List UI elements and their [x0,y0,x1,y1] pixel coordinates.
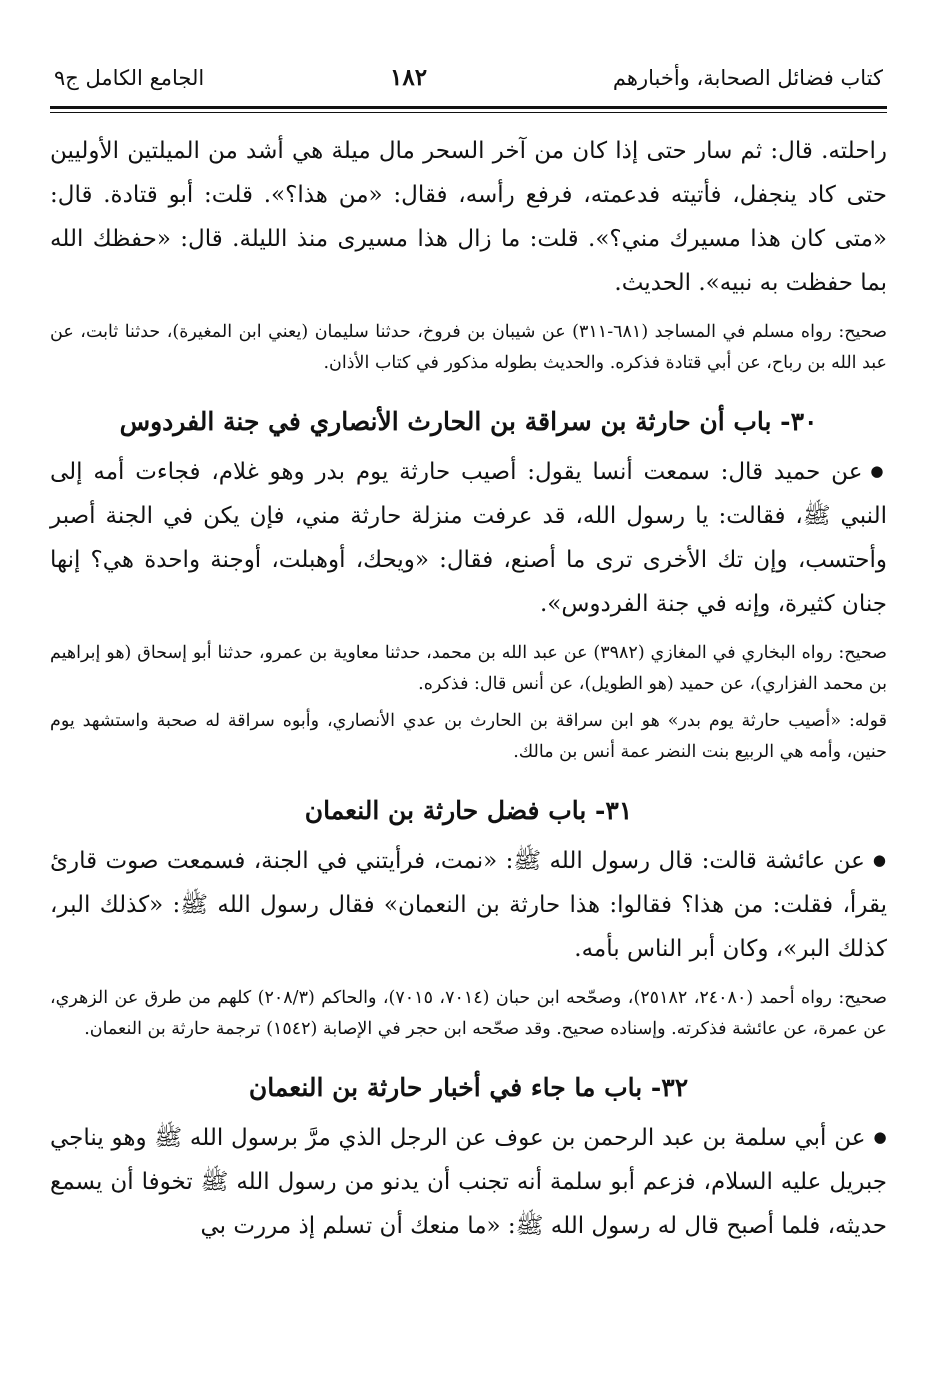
header-rule [50,106,887,109]
hadith-text: راحلته. قال: ثم سار حتى إذا كان من آخر السحر مال ميلة هي أشد من الميلتين الأوليين حتى كاد ينجفل، فأتيته فدعمته، فرفع رأسه، فقال: «من هذا؟». قلت: أبو قتادة. قال: «متى كان هذا مسيرك مني؟». قلت: ما زال هذا مسيرى منذ الليلة. قال: «حفظك الله بما حفظت به نبيه». الحديث. [50,138,887,296]
book-page [50,60,887,1248]
hadith-commentary: صحيح: رواه مسلم في المساجد (٦٨١-٣١١) عن شيبان بن فروخ، حدثنا سليمان (يعني ابن المغيرة)، حدثنا ثابت، عن عبد الله بن رباح، عن أبي قتادة فذكره. والحديث بطوله مذكور في كتاب الأذان. [50,322,887,373]
hadith-text: ● عن عائشة قالت: قال رسول الله ﷺ: «نمت، فرأيتني في الجنة، فسمعت صوت قارئ يقرأ، فقلت: من هذا؟ فقالوا: هذا حارثة بن النعمان» فقال رسول الله ﷺ: «كذلك البر، كذلك البر»، وكان أبر الناس بأمه. [50,838,887,971]
page-number: ١٨٢ [390,64,428,91]
hadith-commentary: قوله: «أصيب حارثة يوم بدر» هو ابن سراقة بن الحارث بن عدي الأنصاري، وأبوه سراقة له صحبة واستشهد يوم حنين، وأمه هي الربيع بنت النضر عمة أنس بن مالك. [50,711,887,762]
page-body [50,129,887,1248]
hadith-text: ● عن حميد قال: سمعت أنسا يقول: أصيب حارثة يوم بدر وهو غلام، فجاءت أمه إلى النبي ﷺ، فقالت: يا رسول الله، قد عرفت منزلة حارثة مني، فإن يكن في الجنة أصبر وأحتسب، وإن تك الأخرى ترى ما أصنع، فقال: «ويحك، أوهبلت، أوجنة واحدة هي؟ إنها جنان كثيرة، وإنه في جنة الفردوس». [50,449,887,626]
chapter-heading: ٣٢- باب ما جاء في أخبار حارثة بن النعمان [248,1073,689,1102]
hadith-commentary: صحيح: رواه البخاري في المغازي (٣٩٨٢) عن عبد الله بن محمد، حدثنا معاوية بن عمرو، حدثنا أبو إسحاق (هو إبراهيم بن محمد الفزاري)، عن حميد (هو الطويل)، عن أنس قال: فذكره. [50,643,888,694]
chapter-heading: ٣١- باب فضل حارثة بن النعمان [304,796,633,825]
running-header [50,60,887,96]
book-title: الجامع الكامل ج٩ [54,66,205,90]
hadith-commentary: صحيح: رواه أحمد (٢٤٠٨٠، ٢٥١٨٢)، وصحّحه ابن حبان (٧٠١٤، ٧٠١٥)، والحاكم (٢٠٨/٣) كلهم من طرق عن الزهري، عن عمرة، عن عائشة فذكرته. وإسناده صحيح. وقد صحّحه ابن حجر في الإصابة (١٥٤٢) ترجمة حارثة بن النعمان. [50,988,887,1039]
hadith-text: ● عن أبي سلمة بن عبد الرحمن بن عوف عن الرجل الذي مرَّ برسول الله ﷺ وهو يناجي جبريل عليه السلام، فزعم أبو سلمة أنه تجنب أن يدنو من رسول الله ﷺ تخوفا أن يسمع حديثه، فلما أصبح قال له رسول الله ﷺ: «ما منعك أن تسلم إذ مررت بي [50,1115,887,1248]
chapter-heading: ٣٠- باب أن حارثة بن سراقة بن الحارث الأنصاري في جنة الفردوس [119,407,818,436]
header-rule-thin [50,112,887,113]
book-section-title: كتاب فضائل الصحابة، وأخبارهم [612,66,883,90]
